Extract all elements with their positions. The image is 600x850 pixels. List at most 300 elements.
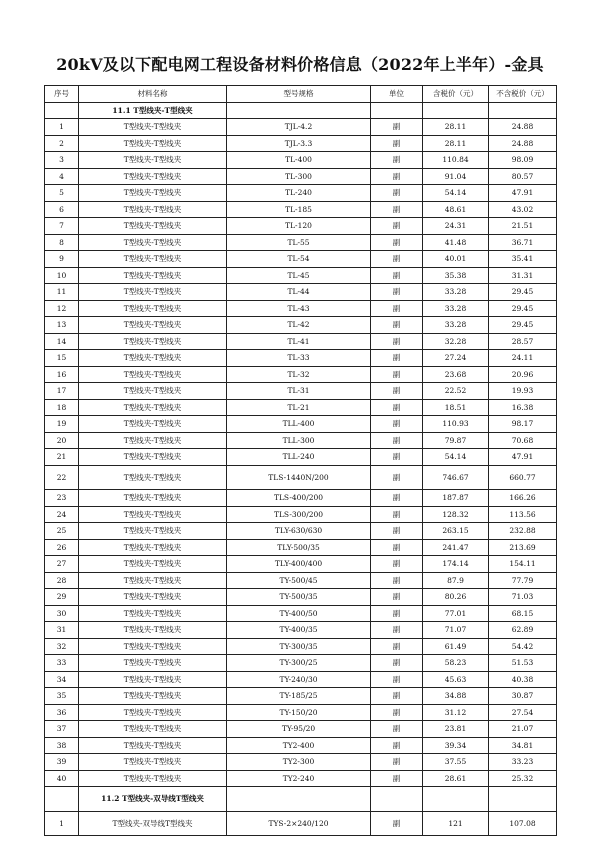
cell-unit: 副	[371, 432, 423, 449]
cell-material-name: T型线夹-T型线夹	[79, 572, 227, 589]
cell-material-name: T型线夹-T型线夹	[79, 605, 227, 622]
cell-serial: 19	[45, 416, 79, 433]
section-heading-blank	[371, 787, 423, 812]
cell-model-spec: TY2-240	[227, 770, 371, 787]
table-row	[45, 317, 557, 334]
cell-unit: 副	[371, 284, 423, 301]
cell-price-without-tax: 98.17	[489, 416, 557, 433]
cell-model-spec: TL-41	[227, 333, 371, 350]
cell-unit: 副	[371, 465, 423, 490]
cell-serial: 27	[45, 556, 79, 573]
cell-unit: 副	[371, 523, 423, 540]
cell-material-name: T型线夹-T型线夹	[79, 490, 227, 507]
cell-serial: 31	[45, 622, 79, 639]
cell-material-name: T型线夹-T型线夹	[79, 399, 227, 416]
cell-serial: 29	[45, 589, 79, 606]
cell-price-with-tax: 110.93	[423, 416, 489, 433]
cell-unit: 副	[371, 333, 423, 350]
cell-price-with-tax: 23.81	[423, 721, 489, 738]
table-row	[45, 168, 557, 185]
cell-price-with-tax: 121	[423, 811, 489, 836]
cell-serial: 39	[45, 754, 79, 771]
table-row	[45, 556, 557, 573]
cell-price-without-tax: 47.91	[489, 449, 557, 466]
cell-serial: 35	[45, 688, 79, 705]
cell-model-spec: TL-55	[227, 234, 371, 251]
cell-unit: 副	[371, 350, 423, 367]
cell-model-spec: TY-150/20	[227, 704, 371, 721]
cell-material-name: T型线夹-T型线夹	[79, 333, 227, 350]
cell-price-without-tax: 16.38	[489, 399, 557, 416]
cell-price-with-tax: 91.04	[423, 168, 489, 185]
cell-material-name: T型线夹-T型线夹	[79, 152, 227, 169]
cell-unit: 副	[371, 218, 423, 235]
cell-price-without-tax: 213.69	[489, 539, 557, 556]
cell-price-with-tax: 28.11	[423, 119, 489, 136]
cell-material-name: T型线夹-T型线夹	[79, 589, 227, 606]
cell-serial: 11	[45, 284, 79, 301]
cell-price-with-tax: 35.38	[423, 267, 489, 284]
cell-price-with-tax: 23.68	[423, 366, 489, 383]
cell-material-name: T型线夹-T型线夹	[79, 638, 227, 655]
cell-material-name: T型线夹-T型线夹	[79, 267, 227, 284]
cell-price-with-tax: 87.9	[423, 572, 489, 589]
table-row	[45, 333, 557, 350]
cell-model-spec: TY-95/20	[227, 721, 371, 738]
header-price-with-tax: 含税价（元）	[423, 86, 489, 103]
section-heading-blank	[227, 787, 371, 812]
cell-serial: 36	[45, 704, 79, 721]
cell-unit: 副	[371, 168, 423, 185]
cell-model-spec: TLL-300	[227, 432, 371, 449]
table-row	[45, 300, 557, 317]
cell-model-spec: TY-500/35	[227, 589, 371, 606]
cell-serial: 37	[45, 721, 79, 738]
cell-material-name: T型线夹-T型线夹	[79, 770, 227, 787]
table-row	[45, 770, 557, 787]
cell-serial: 25	[45, 523, 79, 540]
cell-price-without-tax: 34.81	[489, 737, 557, 754]
cell-material-name: T型线夹-T型线夹	[79, 135, 227, 152]
cell-model-spec: TL-42	[227, 317, 371, 334]
table-row	[45, 490, 557, 507]
header-model-spec: 型号规格	[227, 86, 371, 103]
section-heading-blank	[45, 102, 79, 119]
header-material-name: 材料名称	[79, 86, 227, 103]
table-row	[45, 119, 557, 136]
cell-unit: 副	[371, 605, 423, 622]
cell-model-spec: TL-45	[227, 267, 371, 284]
cell-price-with-tax: 79.87	[423, 432, 489, 449]
cell-price-with-tax: 174.14	[423, 556, 489, 573]
cell-price-without-tax: 31.31	[489, 267, 557, 284]
cell-model-spec: TL-54	[227, 251, 371, 268]
cell-price-without-tax: 107.08	[489, 811, 557, 836]
cell-unit: 副	[371, 721, 423, 738]
cell-unit: 副	[371, 449, 423, 466]
cell-price-without-tax: 54.42	[489, 638, 557, 655]
cell-unit: 副	[371, 704, 423, 721]
cell-price-with-tax: 187.87	[423, 490, 489, 507]
cell-unit: 副	[371, 811, 423, 836]
cell-model-spec: TL-21	[227, 399, 371, 416]
cell-model-spec: TY-300/25	[227, 655, 371, 672]
cell-material-name: T型线夹-T型线夹	[79, 300, 227, 317]
cell-material-name: T型线夹-T型线夹	[79, 119, 227, 136]
section-heading: 11.2 T型线夹-双导线T型线夹	[79, 787, 227, 812]
cell-unit: 副	[371, 119, 423, 136]
table-row	[45, 605, 557, 622]
cell-price-without-tax: 113.56	[489, 506, 557, 523]
table-row	[45, 688, 557, 705]
cell-price-without-tax: 47.91	[489, 185, 557, 202]
cell-unit: 副	[371, 135, 423, 152]
cell-price-without-tax: 35.41	[489, 251, 557, 268]
cell-unit: 副	[371, 185, 423, 202]
cell-serial: 1	[45, 119, 79, 136]
cell-serial: 16	[45, 366, 79, 383]
cell-price-with-tax: 37.55	[423, 754, 489, 771]
cell-material-name: T型线夹-T型线夹	[79, 383, 227, 400]
cell-model-spec: TLS-1440N/200	[227, 465, 371, 490]
table-row	[45, 737, 557, 754]
cell-unit: 副	[371, 622, 423, 639]
table-row	[45, 754, 557, 771]
cell-price-without-tax: 33.23	[489, 754, 557, 771]
cell-unit: 副	[371, 572, 423, 589]
cell-material-name: T型线夹-T型线夹	[79, 506, 227, 523]
cell-price-without-tax: 98.09	[489, 152, 557, 169]
cell-unit: 副	[371, 688, 423, 705]
cell-serial: 34	[45, 671, 79, 688]
table-row	[45, 201, 557, 218]
cell-material-name: T型线夹-T型线夹	[79, 655, 227, 672]
cell-unit: 副	[371, 300, 423, 317]
cell-price-with-tax: 241.47	[423, 539, 489, 556]
cell-material-name: T型线夹-T型线夹	[79, 721, 227, 738]
cell-price-with-tax: 54.14	[423, 449, 489, 466]
cell-serial: 6	[45, 201, 79, 218]
cell-price-with-tax: 27.24	[423, 350, 489, 367]
cell-material-name: T型线夹-T型线夹	[79, 366, 227, 383]
cell-price-without-tax: 24.11	[489, 350, 557, 367]
cell-price-with-tax: 33.28	[423, 300, 489, 317]
cell-price-without-tax: 68.15	[489, 605, 557, 622]
cell-serial: 12	[45, 300, 79, 317]
cell-price-without-tax: 29.45	[489, 284, 557, 301]
cell-material-name: T型线夹-T型线夹	[79, 704, 227, 721]
cell-price-with-tax: 34.88	[423, 688, 489, 705]
table-row	[45, 366, 557, 383]
cell-price-without-tax: 19.93	[489, 383, 557, 400]
cell-price-with-tax: 28.61	[423, 770, 489, 787]
cell-serial: 2	[45, 135, 79, 152]
cell-material-name: T型线夹-双导线T型线夹	[79, 811, 227, 836]
cell-price-with-tax: 128.32	[423, 506, 489, 523]
cell-unit: 副	[371, 399, 423, 416]
cell-unit: 副	[371, 638, 423, 655]
cell-price-with-tax: 77.01	[423, 605, 489, 622]
cell-price-with-tax: 22.52	[423, 383, 489, 400]
cell-model-spec: TL-33	[227, 350, 371, 367]
cell-material-name: T型线夹-T型线夹	[79, 432, 227, 449]
cell-price-with-tax: 31.12	[423, 704, 489, 721]
cell-price-with-tax: 45.63	[423, 671, 489, 688]
cell-model-spec: TY2-300	[227, 754, 371, 771]
cell-price-with-tax: 24.31	[423, 218, 489, 235]
cell-serial: 20	[45, 432, 79, 449]
table-row	[45, 449, 557, 466]
cell-material-name: T型线夹-T型线夹	[79, 218, 227, 235]
cell-price-without-tax: 21.51	[489, 218, 557, 235]
cell-price-without-tax: 40.38	[489, 671, 557, 688]
table-row	[45, 251, 557, 268]
cell-serial: 24	[45, 506, 79, 523]
cell-serial: 32	[45, 638, 79, 655]
table-row	[45, 399, 557, 416]
cell-material-name: T型线夹-T型线夹	[79, 465, 227, 490]
cell-serial: 26	[45, 539, 79, 556]
cell-serial: 22	[45, 465, 79, 490]
cell-model-spec: TY2-400	[227, 737, 371, 754]
cell-unit: 副	[371, 589, 423, 606]
cell-material-name: T型线夹-T型线夹	[79, 284, 227, 301]
cell-price-without-tax: 29.45	[489, 300, 557, 317]
cell-serial: 40	[45, 770, 79, 787]
page-title: 20kV及以下配电网工程设备材料价格信息（2022年上半年）-金具	[56, 55, 544, 74]
cell-unit: 副	[371, 234, 423, 251]
cell-material-name: T型线夹-T型线夹	[79, 523, 227, 540]
section-heading-blank	[423, 787, 489, 812]
cell-model-spec: TY-185/25	[227, 688, 371, 705]
cell-unit: 副	[371, 671, 423, 688]
table-row	[45, 655, 557, 672]
cell-material-name: T型线夹-T型线夹	[79, 539, 227, 556]
cell-price-without-tax: 71.03	[489, 589, 557, 606]
cell-unit: 副	[371, 770, 423, 787]
table-row	[45, 432, 557, 449]
cell-serial: 10	[45, 267, 79, 284]
cell-model-spec: TJL-3.3	[227, 135, 371, 152]
cell-serial: 4	[45, 168, 79, 185]
table-row	[45, 721, 557, 738]
cell-price-with-tax: 61.49	[423, 638, 489, 655]
cell-material-name: T型线夹-T型线夹	[79, 449, 227, 466]
cell-serial: 14	[45, 333, 79, 350]
cell-unit: 副	[371, 383, 423, 400]
cell-material-name: T型线夹-T型线夹	[79, 556, 227, 573]
cell-material-name: T型线夹-T型线夹	[79, 185, 227, 202]
cell-serial: 9	[45, 251, 79, 268]
cell-serial: 28	[45, 572, 79, 589]
section-heading-blank	[45, 787, 79, 812]
cell-model-spec: TY-300/35	[227, 638, 371, 655]
table-row	[45, 811, 557, 836]
cell-unit: 副	[371, 506, 423, 523]
section-heading-blank	[423, 102, 489, 119]
table-row	[45, 506, 557, 523]
cell-serial: 30	[45, 605, 79, 622]
cell-price-with-tax: 746.67	[423, 465, 489, 490]
section-heading-blank	[489, 102, 557, 119]
cell-material-name: T型线夹-T型线夹	[79, 754, 227, 771]
table-row	[45, 671, 557, 688]
cell-price-with-tax: 71.07	[423, 622, 489, 639]
cell-unit: 副	[371, 317, 423, 334]
cell-model-spec: TL-120	[227, 218, 371, 235]
table-header-row	[45, 86, 557, 103]
cell-material-name: T型线夹-T型线夹	[79, 350, 227, 367]
cell-serial: 1	[45, 811, 79, 836]
cell-serial: 33	[45, 655, 79, 672]
cell-price-with-tax: 32.28	[423, 333, 489, 350]
cell-price-without-tax: 36.71	[489, 234, 557, 251]
cell-serial: 3	[45, 152, 79, 169]
cell-price-without-tax: 30.87	[489, 688, 557, 705]
cell-price-with-tax: 54.14	[423, 185, 489, 202]
cell-model-spec: TLS-300/200	[227, 506, 371, 523]
table-row	[45, 589, 557, 606]
cell-unit: 副	[371, 366, 423, 383]
cell-material-name: T型线夹-T型线夹	[79, 622, 227, 639]
cell-model-spec: TLY-630/630	[227, 523, 371, 540]
section-heading-blank	[227, 102, 371, 119]
cell-unit: 副	[371, 539, 423, 556]
table-row	[45, 704, 557, 721]
cell-unit: 副	[371, 201, 423, 218]
table-row	[45, 218, 557, 235]
cell-serial: 15	[45, 350, 79, 367]
price-table	[44, 85, 557, 836]
cell-price-with-tax: 33.28	[423, 317, 489, 334]
cell-price-with-tax: 33.28	[423, 284, 489, 301]
cell-price-without-tax: 24.88	[489, 119, 557, 136]
cell-price-without-tax: 25.32	[489, 770, 557, 787]
cell-model-spec: TLL-240	[227, 449, 371, 466]
cell-model-spec: TL-400	[227, 152, 371, 169]
cell-serial: 8	[45, 234, 79, 251]
cell-price-without-tax: 51.53	[489, 655, 557, 672]
cell-model-spec: TY-400/35	[227, 622, 371, 639]
cell-price-without-tax: 70.68	[489, 432, 557, 449]
cell-model-spec: TY-400/50	[227, 605, 371, 622]
cell-model-spec: TL-32	[227, 366, 371, 383]
cell-model-spec: TYS-2×240/120	[227, 811, 371, 836]
table-row	[45, 152, 557, 169]
cell-price-without-tax: 24.88	[489, 135, 557, 152]
cell-model-spec: TY-240/30	[227, 671, 371, 688]
table-row	[45, 135, 557, 152]
table-row	[45, 638, 557, 655]
table-row	[45, 185, 557, 202]
cell-price-without-tax: 77.79	[489, 572, 557, 589]
cell-price-without-tax: 27.54	[489, 704, 557, 721]
cell-model-spec: TLY-400/400	[227, 556, 371, 573]
cell-price-with-tax: 18.51	[423, 399, 489, 416]
cell-unit: 副	[371, 490, 423, 507]
cell-model-spec: TLL-400	[227, 416, 371, 433]
cell-price-without-tax: 43.02	[489, 201, 557, 218]
cell-price-with-tax: 263.15	[423, 523, 489, 540]
header-serial: 序号	[45, 86, 79, 103]
cell-material-name: T型线夹-T型线夹	[79, 737, 227, 754]
cell-material-name: T型线夹-T型线夹	[79, 234, 227, 251]
cell-model-spec: TL-185	[227, 201, 371, 218]
cell-price-without-tax: 232.88	[489, 523, 557, 540]
cell-serial: 13	[45, 317, 79, 334]
cell-price-with-tax: 40.01	[423, 251, 489, 268]
table-row	[45, 234, 557, 251]
cell-model-spec: TLS-400/200	[227, 490, 371, 507]
section-heading-row	[45, 102, 557, 119]
table-row	[45, 416, 557, 433]
cell-price-with-tax: 110.84	[423, 152, 489, 169]
cell-serial: 17	[45, 383, 79, 400]
cell-serial: 23	[45, 490, 79, 507]
cell-price-with-tax: 58.23	[423, 655, 489, 672]
table-row	[45, 383, 557, 400]
cell-price-without-tax: 154.11	[489, 556, 557, 573]
cell-material-name: T型线夹-T型线夹	[79, 317, 227, 334]
table-row	[45, 572, 557, 589]
cell-price-without-tax: 62.89	[489, 622, 557, 639]
cell-unit: 副	[371, 556, 423, 573]
cell-model-spec: TL-240	[227, 185, 371, 202]
cell-price-with-tax: 41.48	[423, 234, 489, 251]
cell-price-with-tax: 48.61	[423, 201, 489, 218]
cell-model-spec: TL-300	[227, 168, 371, 185]
table-row	[45, 523, 557, 540]
cell-material-name: T型线夹-T型线夹	[79, 168, 227, 185]
price-table-body	[45, 86, 557, 836]
section-heading-row	[45, 787, 557, 812]
section-heading-blank	[489, 787, 557, 812]
cell-model-spec: TL-44	[227, 284, 371, 301]
cell-price-with-tax: 80.26	[423, 589, 489, 606]
table-row	[45, 267, 557, 284]
cell-unit: 副	[371, 737, 423, 754]
cell-price-with-tax: 28.11	[423, 135, 489, 152]
cell-unit: 副	[371, 152, 423, 169]
cell-serial: 7	[45, 218, 79, 235]
cell-unit: 副	[371, 416, 423, 433]
cell-price-without-tax: 660.77	[489, 465, 557, 490]
section-heading: 11.1 T型线夹-T型线夹	[79, 102, 227, 119]
cell-material-name: T型线夹-T型线夹	[79, 688, 227, 705]
cell-serial: 5	[45, 185, 79, 202]
cell-price-without-tax: 21.07	[489, 721, 557, 738]
cell-model-spec: TY-500/45	[227, 572, 371, 589]
section-heading-blank	[371, 102, 423, 119]
table-row	[45, 350, 557, 367]
cell-model-spec: TL-31	[227, 383, 371, 400]
table-row	[45, 622, 557, 639]
header-price-without-tax: 不含税价（元）	[489, 86, 557, 103]
cell-price-without-tax: 28.57	[489, 333, 557, 350]
cell-serial: 21	[45, 449, 79, 466]
cell-model-spec: TJL-4.2	[227, 119, 371, 136]
cell-model-spec: TL-43	[227, 300, 371, 317]
cell-material-name: T型线夹-T型线夹	[79, 416, 227, 433]
cell-unit: 副	[371, 754, 423, 771]
cell-price-without-tax: 20.96	[489, 366, 557, 383]
cell-material-name: T型线夹-T型线夹	[79, 671, 227, 688]
table-row	[45, 284, 557, 301]
cell-price-without-tax: 29.45	[489, 317, 557, 334]
cell-unit: 副	[371, 267, 423, 284]
table-row	[45, 539, 557, 556]
cell-unit: 副	[371, 655, 423, 672]
